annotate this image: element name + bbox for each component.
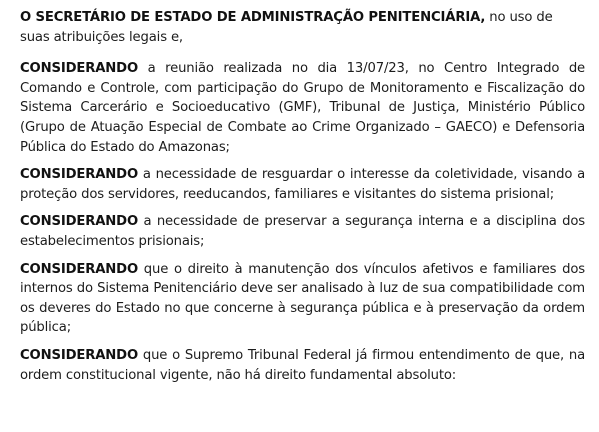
considerando-lead: CONSIDERANDO xyxy=(20,61,139,77)
considerando-paragraph-4 xyxy=(20,260,585,338)
considerando-paragraph-3 xyxy=(20,212,585,251)
intro-text: no uso de suas atribuições legais e, xyxy=(20,10,553,45)
considerando-lead: CONSIDERANDO xyxy=(20,167,139,183)
considerando-lead: CONSIDERANDO xyxy=(20,214,139,230)
considerando-text: que o direito à manutenção dos vínculos afetivos e familiares dos internos do Sistema Penitenciário deve ser analisado à luz de sua compatibilidade com os deveres do Estado no que concerne à segurança pública e à preservação da ordem pública; xyxy=(20,261,585,336)
considerando-text: a necessidade de preservar a segurança interna e a disciplina dos estabelecimentos prisionais; xyxy=(20,214,585,249)
considerando-text: que o Supremo Tribunal Federal já firmou entendimento de que, na ordem constitucional vigente, não há direito fundamental absoluto: xyxy=(20,347,585,383)
considerando-lead: CONSIDERANDO xyxy=(20,347,139,363)
considerando-text: a reunião realizada no dia 13/07/23, no Centro Integrado de Comando e Controle, com participação do Grupo de Monitoramento e Fiscalização do Sistema Carcerário e Socioeducativo (GMF), Tribunal de Justiça, Ministério Público (Grupo de Atuação Especial de Combate ao Crime Organizado – GAECO) e Defensoria Pública do Estado do Amazonas; xyxy=(20,61,585,155)
considerando-paragraph-2 xyxy=(20,165,585,204)
considerando-paragraph-1 xyxy=(20,59,585,157)
intro-lead: O SECRETÁRIO DE ESTADO DE ADMINISTRAÇÃO PENITENCIÁRIA, xyxy=(20,10,486,25)
considerando-text: a necessidade de resguardar o interesse da coletividade, visando a proteção dos servidores, reeducandos, familiares e visitantes do sistema prisional; xyxy=(20,167,585,202)
considerando-paragraph-5 xyxy=(20,346,585,385)
intro-paragraph xyxy=(20,8,585,47)
considerando-lead: CONSIDERANDO xyxy=(20,261,139,277)
